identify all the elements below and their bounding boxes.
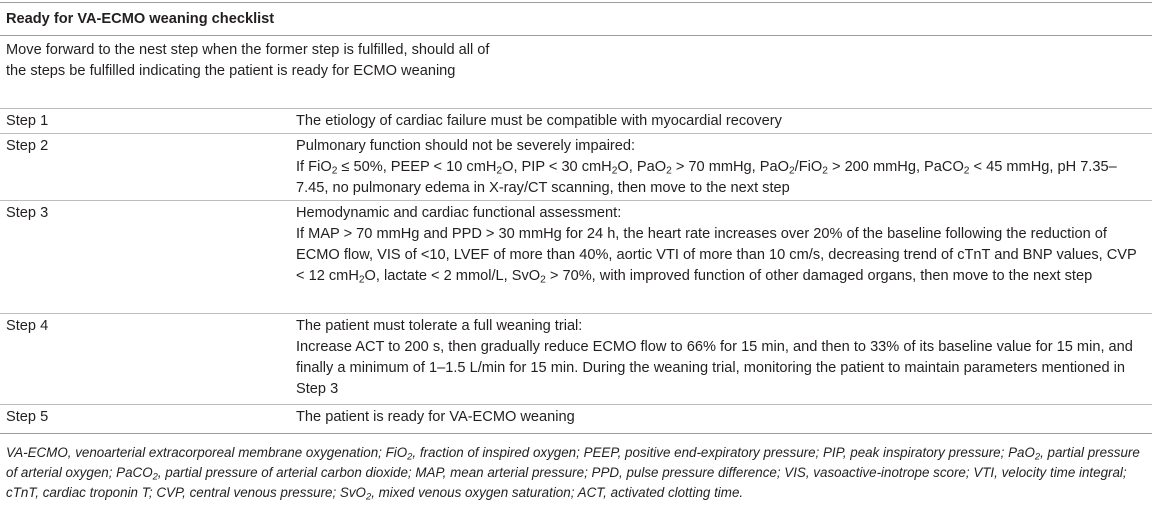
intro-text: Move forward to the nest step when the former step is fulfilled, should all of the steps be fulfilled indicating the patient is ready for ECMO weaning xyxy=(6,42,490,79)
step-label: Step 4 xyxy=(6,318,49,334)
step-label: Step 2 xyxy=(6,138,49,154)
table-footnote: VA-ECMO, venoarterial extracorporeal membrane oxygenation; FiO$_2$, fraction of inspired oxygen; PEEP, positive end-expiratory pressure; PIP, peak inspiratory pressure; PaO$_2$, partial pressure of arterial oxygen; PaCO$_2$, partial pressure of arterial carbon dioxide; MAP, mean arterial pressure; PPD, pulse pressure difference; VIS, vasoactive-inotrope score; VTI, velocity time integral; cTnT, cardiac troponin T; CVP, central venous pressure; SvO$_2$, mixed venous oxygen saturation; ACT, activated clotting time. xyxy=(6,445,1140,502)
row-rule xyxy=(0,313,1152,314)
step-content xyxy=(296,407,1148,428)
step-heading: The patient is ready for VA-ECMO weaning xyxy=(296,409,575,425)
row-rule xyxy=(0,108,1152,109)
step-detail: Increase ACT to 200 s, then gradually reduce ECMO flow to 66% for 15 min, and then to 33% of its baseline value for 15 min, and finally a minimum of 1–1.5 L/min for 15 min. During the weaning trial, monitoring the patient to maintain parameters mentioned in Step 3 xyxy=(296,339,1133,397)
step-content xyxy=(296,111,1148,132)
step-label: Step 1 xyxy=(6,113,49,129)
row-rule xyxy=(0,200,1152,201)
step-label: Step 5 xyxy=(6,409,49,425)
row-rule xyxy=(0,133,1152,134)
step-content xyxy=(296,203,1148,287)
step-heading: Pulmonary function should not be severely impaired: xyxy=(296,138,636,154)
table-top-rule xyxy=(0,2,1152,3)
step-heading: Hemodynamic and cardiac functional assessment: xyxy=(296,205,622,221)
table-title: Ready for VA-ECMO weaning checklist xyxy=(6,11,275,27)
table-bottom-rule xyxy=(0,433,1152,434)
step-detail: If MAP > 70 mmHg and PPD > 30 mmHg for 24 h, the heart rate increases over 20% of the baseline following the reduction of ECMO flow, VIS of <10, LVEF of more than 40%, aortic VTI of more than 10 cm/s, decreasing trend of cTnT and BNP values, CVP < 12 cmH$_2$O, lactate < 2 mmol/L, SvO$_2$ > 70%, with improved function of other damaged organs, then move to the next step xyxy=(296,226,1137,286)
row-rule xyxy=(0,404,1152,405)
step-heading: The etiology of cardiac failure must be compatible with myocardial recovery xyxy=(296,113,782,129)
step-detail: If FiO$_2$ ≤ 50%, PEEP < 10 cmH$_2$O, PIP < 30 cmH$_2$O, PaO$_2$ > 70 mmHg, PaO$_2$/FiO$_2$ > 200 mmHg, PaCO$_2$ < 45 mmHg, pH 7.35–7.45, no pulmonary edema in X-ray/CT scanning, then move to the next step xyxy=(296,159,1117,196)
step-content xyxy=(296,316,1148,400)
title-rule xyxy=(0,35,1152,36)
step-content xyxy=(296,136,1148,199)
step-heading: The patient must tolerate a full weaning trial: xyxy=(296,318,583,334)
step-label: Step 3 xyxy=(6,205,49,221)
